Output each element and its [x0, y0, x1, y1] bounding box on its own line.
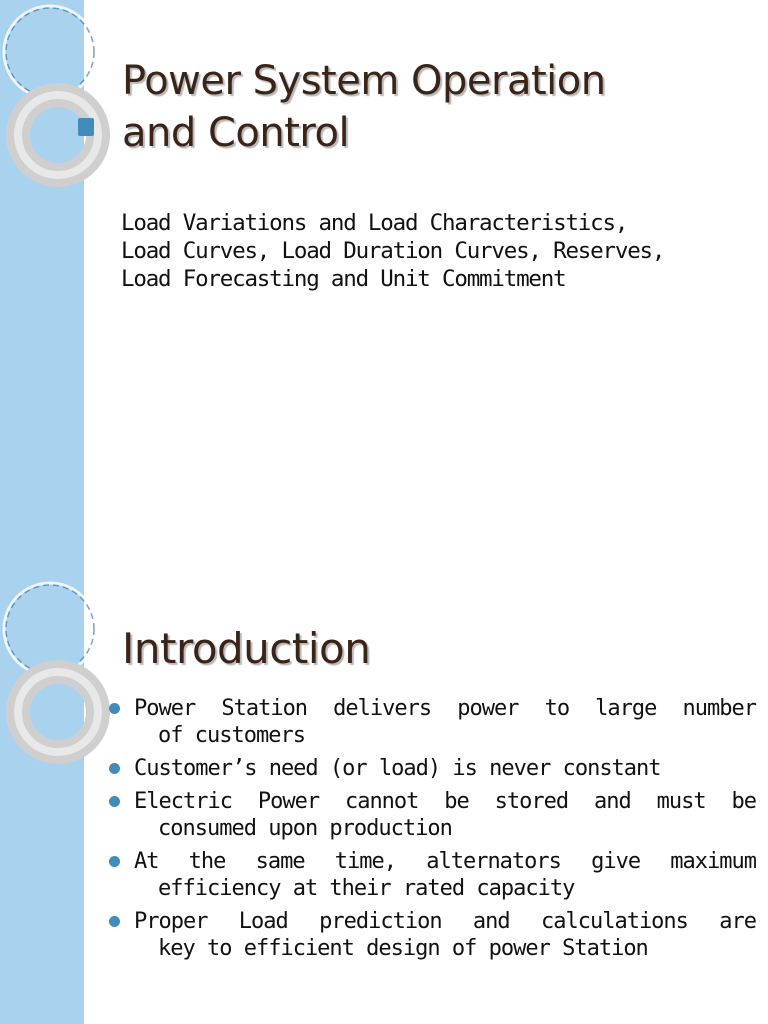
bullet-line: of customers [158, 723, 305, 748]
ring-decoration-icon [0, 577, 110, 777]
bullet-line: efficiency at their rated capacity [158, 876, 575, 901]
list-item [108, 848, 756, 902]
bullet-line: At the same time, alternators give maximum [134, 849, 756, 874]
subtitle-line: Load Forecasting and Unit Commitment [121, 266, 566, 292]
list-item [108, 908, 756, 962]
subtitle-line: Load Curves, Load Duration Curves, Reserves, [121, 238, 665, 264]
slide-subtitle [121, 209, 741, 293]
slide-title: Power System Operation and Control [122, 58, 606, 156]
list-item [108, 755, 756, 782]
list-item [108, 788, 756, 842]
ring-decoration-icon [0, 0, 110, 200]
bullet-line: Electric Power cannot be stored and must be [134, 789, 756, 814]
bullet-dot-icon [109, 916, 120, 927]
bullet-dot-icon [109, 763, 120, 774]
list-item [108, 695, 756, 749]
introduction-slide [0, 577, 768, 1024]
bullet-list [108, 695, 756, 968]
sidebar-decoration [0, 577, 84, 1024]
bullet-line: key to efficient design of power Station [158, 936, 648, 961]
bullet-line: Customer’s need (or load) is never constant [134, 756, 661, 781]
bullet-line: Power Station delivers power to large number [134, 696, 756, 721]
bullet-dot-icon [109, 703, 120, 714]
subtitle-line: Load Variations and Load Characteristics, [121, 210, 628, 236]
slide-title: Introduction [122, 624, 371, 673]
sidebar-decoration [0, 0, 84, 577]
bullet-line: Proper Load prediction and calculations are [134, 909, 756, 934]
bullet-line: consumed upon production [158, 816, 452, 841]
bullet-dot-icon [109, 796, 120, 807]
small-square-icon [78, 118, 94, 136]
bullet-dot-icon [109, 856, 120, 867]
